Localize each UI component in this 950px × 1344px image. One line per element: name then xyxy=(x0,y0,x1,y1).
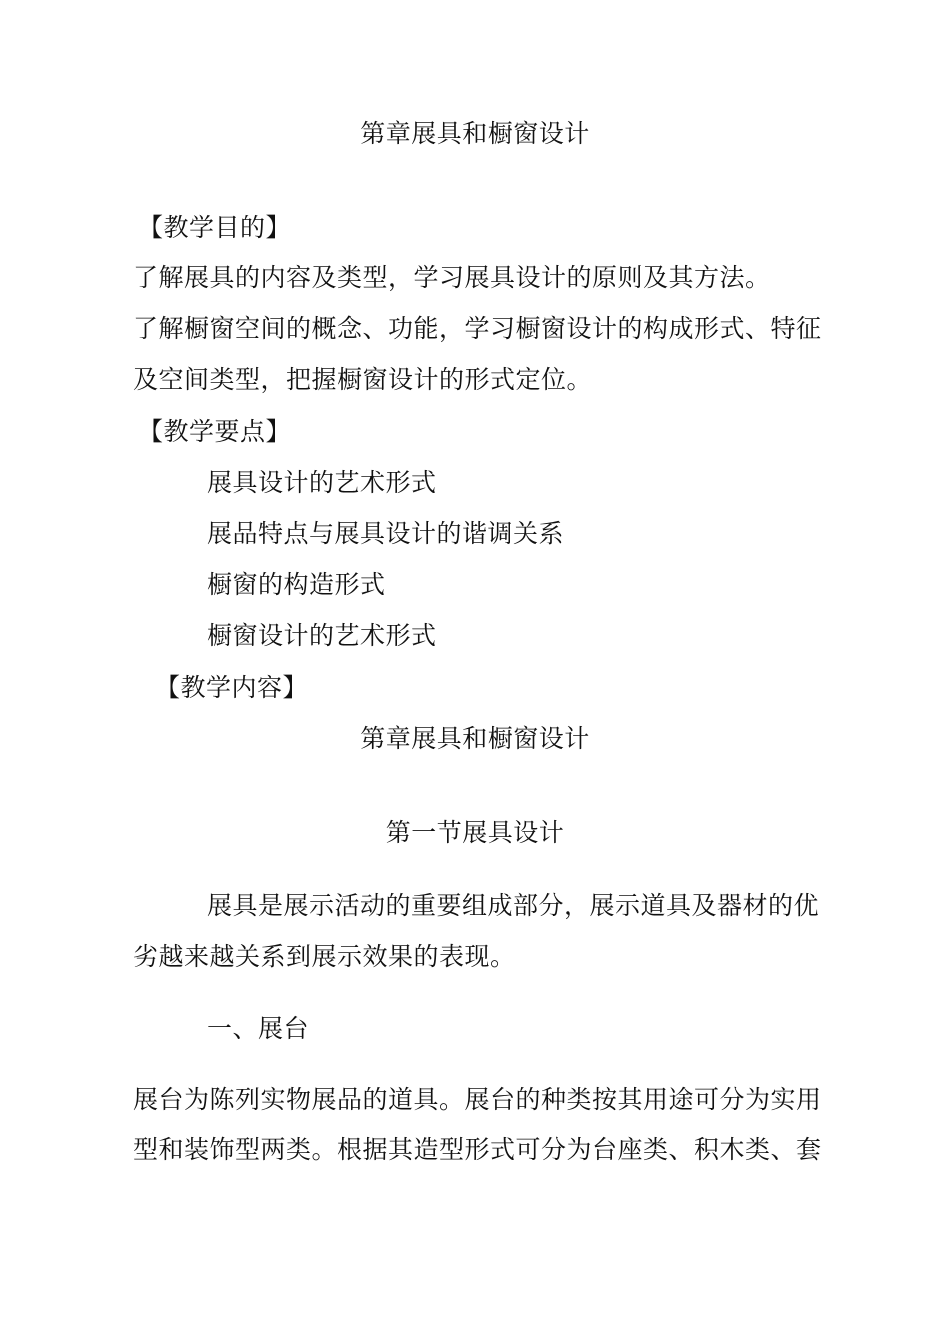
page-title: 第章展具和橱窗设计 xyxy=(360,119,590,148)
objectives-line: 了解展具的内容及类型，学习展具设计的原则及其方法。 xyxy=(133,263,771,292)
chapter-title: 第章展具和橱窗设计 xyxy=(360,724,590,753)
key-point-item: 展品特点与展具设计的谐调关系 xyxy=(207,519,565,548)
key-points-heading: 【教学要点】 xyxy=(138,417,292,446)
paragraph-line: 展台为陈列实物展品的道具。展台的种类按其用途可分为实用 xyxy=(133,1085,822,1114)
paragraph-line: 型和装饰型两类。根据其造型形式可分为台座类、积木类、套 xyxy=(133,1135,822,1164)
content-heading: 【教学内容】 xyxy=(155,673,309,702)
objectives-heading: 【教学目的】 xyxy=(138,213,292,242)
section-title: 第一节展具设计 xyxy=(385,818,565,847)
objectives-line: 了解橱窗空间的概念、功能，学习橱窗设计的构成形式、特征 xyxy=(133,314,822,343)
paragraph-line: 劣越来越关系到展示效果的表现。 xyxy=(133,942,516,971)
sub-heading: 一、展台 xyxy=(207,1014,310,1043)
key-point-item: 展具设计的艺术形式 xyxy=(207,468,437,497)
paragraph-line: 展具是展示活动的重要组成部分，展示道具及器材的优 xyxy=(207,891,820,920)
objectives-line: 及空间类型，把握橱窗设计的形式定位。 xyxy=(133,365,593,394)
key-point-item: 橱窗设计的艺术形式 xyxy=(207,621,437,650)
key-point-item: 橱窗的构造形式 xyxy=(207,570,386,599)
